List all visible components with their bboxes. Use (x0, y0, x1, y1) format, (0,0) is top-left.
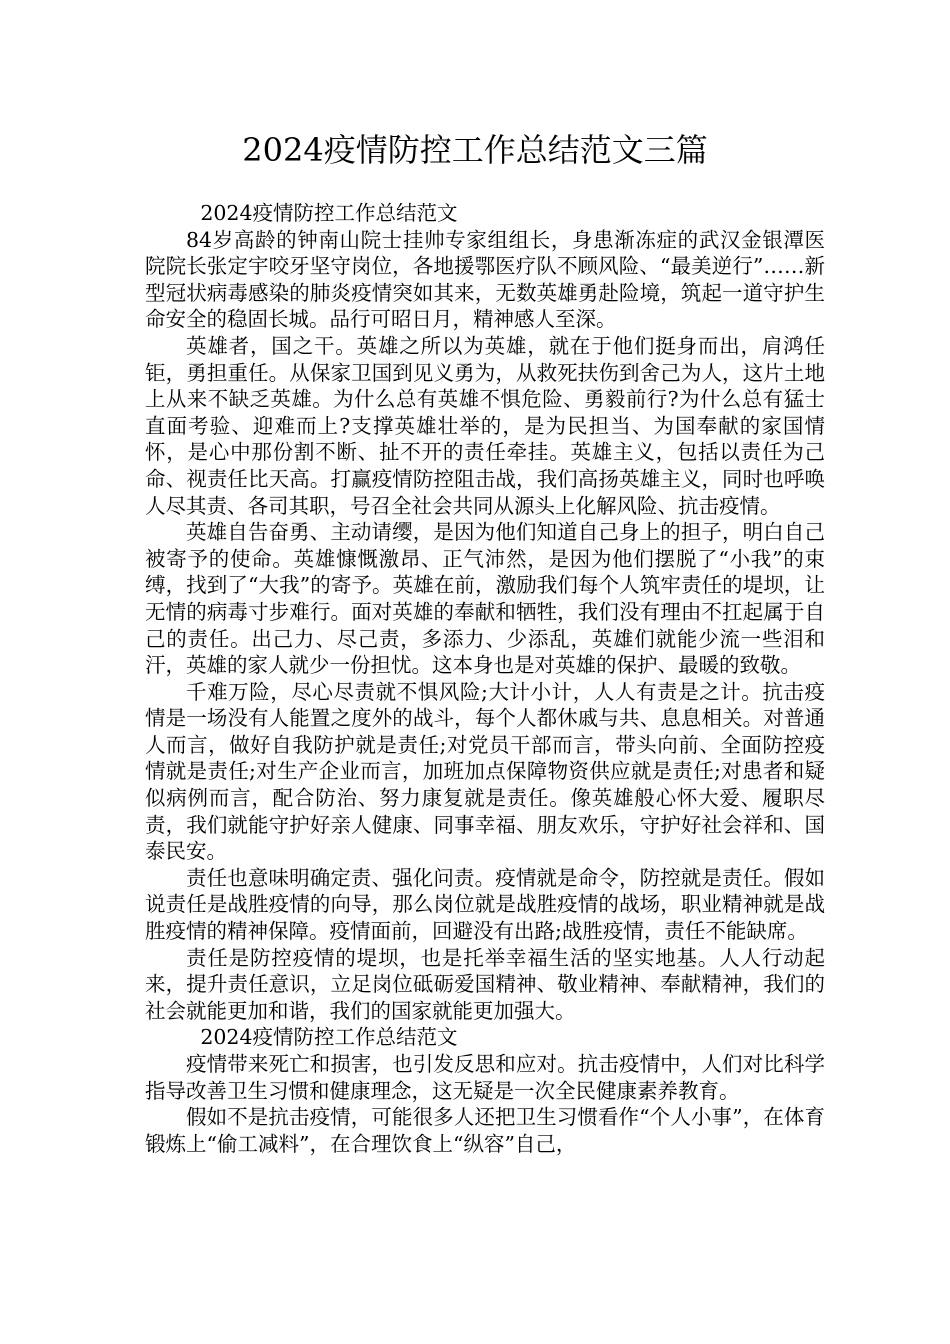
document-title: 2024疫情防控工作总结范文三篇 (242, 131, 708, 169)
body-paragraph: 假如不是抗击疫情，可能很多人还把卫生习惯看作“个人小事”，在体育锻炼上“偷工减料”，在合理饮食上“纵容”自己， (145, 1105, 825, 1156)
body-paragraph: 责任也意味明确定责、强化问责。疫情就是命令，防控就是责任。假如说责任是战胜疫情的向导，那么岗位就是战胜疫情的战场，职业精神就是战胜疫情的精神保障。疫情面前，回避没有出路;战胜疫情，责任不能缺席。 (145, 865, 825, 944)
body-paragraph: 英雄自告奋勇、主动请缨，是因为他们知道自己身上的担子，明白自己被寄予的使命。英雄慷慨激昂、正气沛然，是因为他们摆脱了“小我”的束缚，找到了“大我”的寄予。英雄在前，激励我们每个人筑牢责任的堤坝，让无情的病毒寸步难行。面对英雄的奉献和牺牲，我们没有理由不扛起属于自己的责任。出己力、尽己责，多添力、少添乱，英雄们就能少流一些泪和汗，英雄的家人就少一份担忧。这本身也是对英雄的保护、最暖的致敬。 (145, 520, 825, 678)
body-paragraph: 英雄者，国之干。英雄之所以为英雄，就在于他们挺身而出，肩鸿任钜，勇担重任。从保家卫国到见义勇为，从救死扶伤到舍己为人，这片土地上从来不缺乏英雄。为什么总有英雄不惧危险、勇毅前行?为什么总有猛士直面考验、迎难而上?支撑英雄壮举的，是为民担当、为国奉献的家国情怀，是心中那份割不断、扯不开的责任牵挂。英雄主义，包括以责任为己命、视责任比天高。打赢疫情防控阻击战，我们高扬英雄主义，同时也呼唤人尽其责、各司其职，号召全社会共同从源头上化解风险、抗击疫情。 (145, 333, 825, 518)
body-paragraph: 疫情带来死亡和损害，也引发反思和应对。抗击疫情中，人们对比科学指导改善卫生习惯和健康理念，这无疑是一次全民健康素养教育。 (145, 1052, 825, 1103)
body-paragraph: 责任是防控疫情的堤坝，也是托举幸福生活的坚实地基。人人行动起来，提升责任意识，立足岗位砥砺爱国精神、敬业精神、奉献精神，我们的社会就能更加和谐，我们的国家就能更加强大。 (145, 945, 825, 1023)
body-paragraph: 84岁高龄的钟南山院士挂帅专家组组长，身患渐冻症的武汉金银潭医院院长张定宇咬牙坚守岗位，各地援鄂医疗队不顾风险、“最美逆行”……新型冠状病毒感染的肺炎疫情突如其来，无数英雄勇赴险境，筑起一道守护生命安全的稳固长城。品行可昭日月，精神感人至深。 (145, 227, 825, 332)
section-heading: 2024疫情防控工作总结范文 (200, 1025, 458, 1050)
document-body (145, 200, 825, 1157)
body-paragraph: 千难万险，尽心尽责就不惧风险;大计小计，人人有责是之计。抗击疫情是一场没有人能置之度外的战斗，每个人都休戚与共、息息相关。对普通人而言，做好自我防护就是责任;对党员干部而言，带头向前、全面防控疫情就是责任;对生产企业而言，加班加点保障物资供应就是责任;对患者和疑似病例而言，配合防治、努力康复就是责任。像英雄般心怀大爱、履职尽责，我们就能守护好亲人健康、同事幸福、朋友欢乐，守护好社会祥和、国泰民安。 (145, 679, 825, 864)
section-heading: 2024疫情防控工作总结范文 (200, 201, 458, 225)
